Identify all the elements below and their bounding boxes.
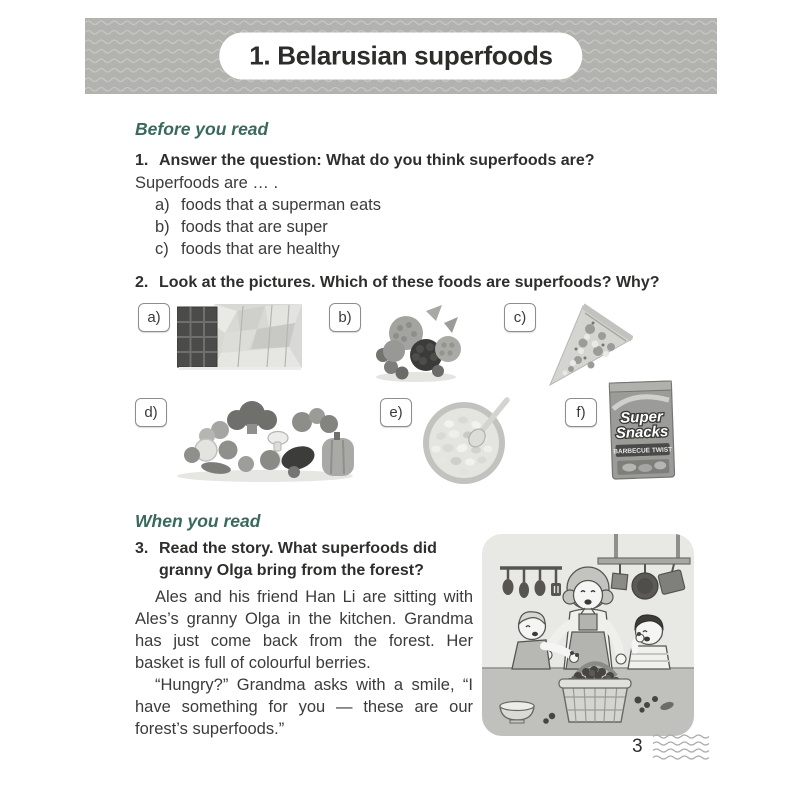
picture-cell-f [565,392,682,484]
story-column [135,538,473,741]
page-footer [632,733,710,760]
picture-f-label: f) [565,398,597,427]
option-a-text: foods that a superman eats [181,196,381,214]
option-b-label: b) [155,218,170,236]
chocolate-bar-image [177,303,303,371]
option-c [155,238,717,260]
question-2-number: 2. [135,274,149,291]
picture-e-label: e) [380,398,412,427]
question-3 [135,538,473,582]
picture-row-1 [135,303,717,389]
option-c-label: c) [155,240,169,258]
question-1-options [155,194,717,260]
question-2 [135,272,717,294]
question-1 [135,150,717,172]
question-1-stem: Superfoods are … . [135,174,279,192]
option-a-label: a) [155,196,170,214]
snack-bag-brand-line1: Super [619,408,664,427]
picture-cell-d [135,392,356,484]
picture-cell-c [504,303,633,389]
kitchen-illustration [482,534,694,736]
vegetables-image [174,392,356,484]
question-2-text: Look at the pictures. Which of these foods are superfoods? Why? [159,274,660,291]
picture-b-label: b) [329,303,361,332]
cereal-bowl-image [419,392,511,486]
unit-title: 1. Belarusian superfoods [219,33,582,80]
page-content [135,118,717,741]
when-you-read-heading: When you read [135,511,261,531]
story-paragraph-1: Ales and his friend Han Li are sitting with Ales’s granny Olga in the kitchen. Grandma has just come back from the forest. Her basket is full of colourful berries. [135,588,473,672]
question-3-number: 3. [135,540,149,557]
option-b-text: foods that are super [181,218,328,236]
berries-image [368,303,464,383]
pizza-slice-image [543,303,633,389]
snack-bag-brand-line2: Snacks [615,423,669,442]
option-b [155,216,717,238]
picture-a-label: a) [138,303,170,332]
question-3-text: Read the story. What superfoods did granny Olga bring from the forest? [159,540,437,579]
question-1-number: 1. [135,152,149,169]
picture-row-2 [135,392,717,496]
footer-wave-lines [652,733,710,760]
story-section [135,538,717,741]
before-you-read-heading: Before you read [135,119,269,139]
picture-cell-a [138,303,303,371]
story-paragraph-2: “Hungry?” Grandma asks with a smile, “I have something for you — these are our forest’s superfoods.” [135,676,473,738]
page-number: 3 [632,735,643,757]
snack-bag-flavor: BARBECUE TWIST [613,446,673,456]
illustration-container [482,534,694,741]
picture-c-label: c) [504,303,536,332]
picture-d-label: d) [135,398,167,427]
option-c-text: foods that are healthy [181,240,340,258]
question-1-text: Answer the question: What do you think superfoods are? [159,152,595,169]
snack-bag-image [604,378,682,484]
option-a [155,194,717,216]
picture-cell-e [380,392,511,486]
unit-header-banner [85,18,717,94]
picture-cell-b [329,303,464,383]
